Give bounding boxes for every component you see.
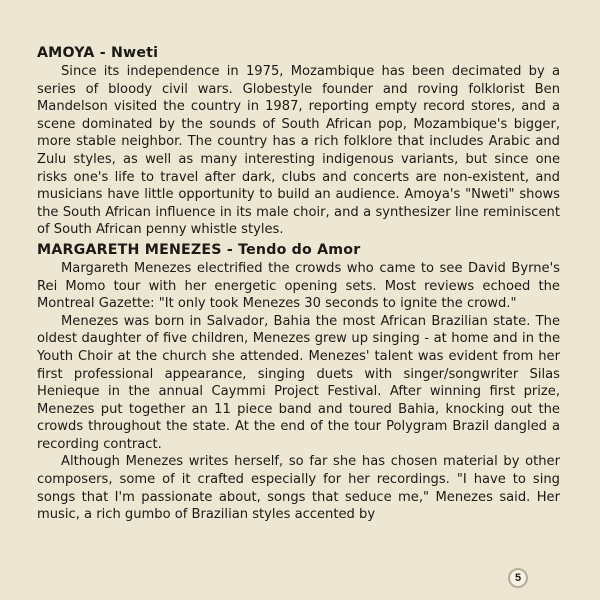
song-title: Nweti xyxy=(110,45,159,61)
heading-separator: - xyxy=(94,45,111,61)
body-paragraph: Menezes was born in Salvador, Bahia the most African Brazilian state. The oldest daughter of five children, Menezes grew up singing - at home and in the Youth Choir at the church she attended. Menezes' talent was evident from her first professional appearance, singing duets with singer/songwriter Silas Henieque in the annual Caymmi Project Festival. After winning first prize, Menezes put together an 11 piece band and toured Bahia, knocking out the crowds throughout the state. At the end of the tour Polygram Brazil dangled a recording contract. xyxy=(37,313,560,452)
song-title: Tendo do Amor xyxy=(238,241,361,258)
section-amoya xyxy=(37,44,560,239)
section-heading xyxy=(37,44,560,63)
body-paragraph: Although Menezes writes herself, so far she has chosen material by other composers, some of it crafted especially for her recordings. "I have to sing songs that I'm passionate about, songs that seduce me," Menezes said. Her music, a rich gumbo of Brazilian styles accented by xyxy=(37,454,560,523)
section-heading xyxy=(37,241,560,260)
artist-name: AMOYA xyxy=(37,45,95,61)
body-paragraph: Margareth Menezes electrified the crowds who came to see David Byrne's Rei Momo tour with her energetic opening sets. Most reviews echoed the Montreal Gazette: "It only took Menezes 30 seconds to ignite the crowd." xyxy=(37,260,560,312)
heading-separator: - xyxy=(221,241,239,258)
section-margareth-menezes xyxy=(37,241,560,524)
artist-name: MARGARETH MENEZES xyxy=(37,241,222,258)
page-number-badge: 5 xyxy=(508,568,528,588)
body-paragraph: Since its independence in 1975, Mozambique has been decimated by a series of bloody civil wars. Globestyle founder and roving folklorist Ben Mandelson visited the country in 1987, reporting empty record stores, and a scene dominated by the sounds of South African pop, Mozambique's bigger, more stable neighbor. The country has a rich folklore that includes Arabic and Zulu styles, as well as many interesting indigenous variants, but since one risks one's life to travel after dark, clubs and concerts are non-existent, and musicians have little opportunity to build an audience. Amoya's "Nweti" shows the South African influence in its male choir, and a synthesizer line reminiscent of South African penny whistle styles. xyxy=(37,64,560,238)
